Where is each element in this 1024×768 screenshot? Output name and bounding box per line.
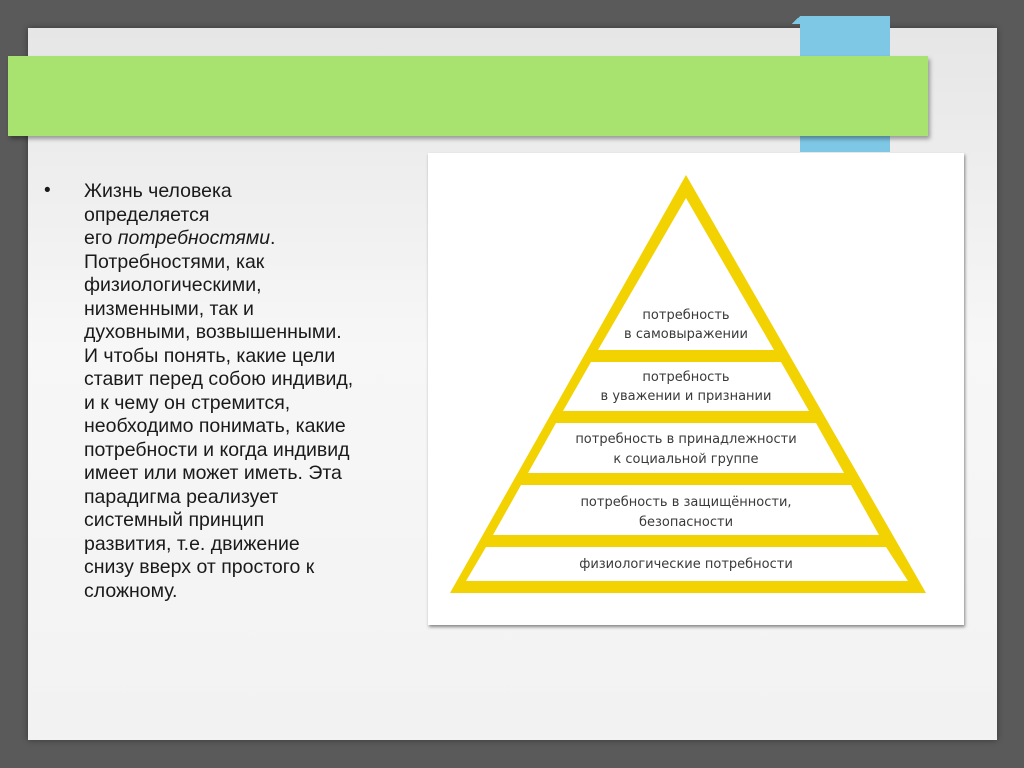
text-line: духовными, возвышенными. — [84, 321, 342, 343]
level-label: потребность — [642, 370, 730, 385]
text-line: имеет или может иметь. Эта — [84, 462, 342, 484]
level-label: потребность в принадлежности — [575, 432, 797, 447]
bullet-marker: • — [44, 180, 51, 201]
text-line: системный принцип — [84, 509, 265, 531]
text-line: снизу вверх от простого к — [84, 556, 315, 578]
text-line: низменными, так и — [84, 297, 254, 320]
text-line: и к чему он стремится, — [84, 391, 291, 414]
body-text — [44, 180, 424, 603]
level-label: безопасности — [638, 515, 734, 530]
level-label: физиологические потребности — [579, 557, 793, 572]
pyramid-image — [428, 153, 964, 625]
text-line: ставит перед собою индивид, — [84, 368, 354, 390]
text-line: И чтобы понять, какие цели — [84, 344, 336, 367]
level-label: потребность — [642, 308, 730, 323]
level-label: в уважении и признании — [600, 389, 772, 404]
text-line: его потребностями. — [84, 227, 276, 249]
emphasis: потребностями — [117, 227, 271, 249]
text-line: Потребностями, как — [84, 250, 265, 273]
title-bar — [8, 56, 928, 136]
text-line: парадигма реализует — [84, 485, 279, 508]
level-label: потребность в защищённости, — [580, 495, 792, 510]
text-line: необходимо понимать, какие — [84, 415, 346, 437]
text-line: определяется — [84, 203, 210, 226]
text-line: физиологическими, — [84, 274, 262, 296]
text-line: сложному. — [84, 579, 178, 602]
text-line: потребности и когда индивид — [84, 438, 350, 461]
needs-pyramid-diagram — [428, 153, 964, 625]
text-line: Жизнь человека — [84, 180, 232, 202]
text-line: развития, т.е. движение — [84, 532, 300, 555]
level-label: в самовыражении — [624, 327, 748, 342]
level-label: к социальной группе — [613, 452, 759, 467]
